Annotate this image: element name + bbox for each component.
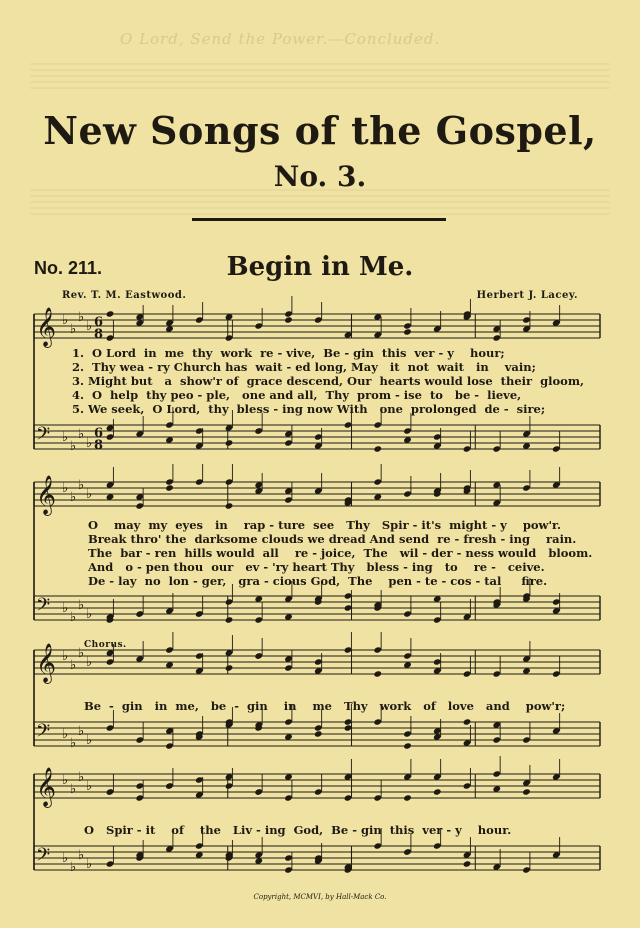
flat-sign: ♭ xyxy=(86,655,93,670)
verse-line: And o - pen thou our ev - 'ry heart Thy bless - ing to re - ceive. xyxy=(88,560,545,574)
flat-sign: ♭ xyxy=(78,427,85,442)
flat-sign: ♭ xyxy=(78,770,85,785)
flat-sign: ♭ xyxy=(86,436,93,451)
note-head xyxy=(403,328,412,335)
flat-sign: ♭ xyxy=(70,736,77,751)
note-head xyxy=(463,860,472,867)
note-head xyxy=(373,670,382,677)
flat-sign: ♭ xyxy=(86,733,93,748)
flat-sign: ♭ xyxy=(62,430,69,445)
book-title: New Songs of the Gospel, xyxy=(43,108,597,153)
time-sig: 8 xyxy=(94,438,104,453)
verse-line: 3. Might but a show'r of grace descend, Our hearts would lose their gloom, xyxy=(72,374,585,388)
note-head xyxy=(433,788,442,795)
verse-line: 5. We seek, O Lord, thy bless - ing now With one prolonged de - sire; xyxy=(72,402,546,416)
flat-sign: ♭ xyxy=(62,481,69,496)
flat-sign: ♭ xyxy=(70,782,77,797)
flat-sign: ♭ xyxy=(62,851,69,866)
verse-line: 1. O Lord in me thy work re - vive, Be - gin this ver - y hour; xyxy=(72,346,505,360)
note-head xyxy=(225,664,234,671)
flat-sign: ♭ xyxy=(78,310,85,325)
hymn-number: No. 211. xyxy=(34,258,103,278)
verse-line: 2. Thy wea - ry Church has wait - ed long, May it not wait in vain; xyxy=(72,360,536,374)
treble-clef: 𝄞 xyxy=(36,307,57,347)
note-head xyxy=(225,502,234,509)
bass-clef: 𝄢 xyxy=(36,721,51,746)
flat-sign: ♭ xyxy=(70,439,77,454)
flat-sign: ♭ xyxy=(62,649,69,664)
flat-sign: ♭ xyxy=(78,478,85,493)
flat-sign: ♭ xyxy=(78,598,85,613)
time-sig: 6 xyxy=(94,315,104,330)
note-head xyxy=(463,718,472,725)
note-head xyxy=(314,730,323,737)
treble-clef: 𝄞 xyxy=(36,643,57,683)
verse-line: 4. O help thy peo - ple, one and all, Thy prom - ise to be - lieve, xyxy=(72,388,522,402)
bass-clef: 𝄢 xyxy=(36,595,51,620)
treble-clef: 𝄞 xyxy=(36,767,57,807)
flat-sign: ♭ xyxy=(70,658,77,673)
note-head xyxy=(403,742,412,749)
verse-block-2 xyxy=(88,518,593,588)
treble-clef: 𝄞 xyxy=(36,475,57,515)
chorus-lyric-2: O Spir - it of the Liv - ing God, Be - gin this ver - y hour. xyxy=(84,823,512,837)
flat-sign: ♭ xyxy=(78,646,85,661)
note-head xyxy=(106,310,115,317)
note-head xyxy=(284,316,293,323)
flat-sign: ♭ xyxy=(86,319,93,334)
flat-sign: ♭ xyxy=(86,779,93,794)
copyright: Copyright, MCMVI, by Hall-Mack Co. xyxy=(253,893,387,901)
flat-sign: ♭ xyxy=(70,860,77,875)
verse-line: Break thro' the darksome clouds we dread And send re - fresh - ing rain. xyxy=(88,532,577,546)
flat-sign: ♭ xyxy=(62,313,69,328)
flat-sign: ♭ xyxy=(86,607,93,622)
hymn-title: Begin in Me. xyxy=(226,252,414,282)
flat-sign: ♭ xyxy=(86,857,93,872)
verse-block-1 xyxy=(72,346,585,416)
flat-sign: ♭ xyxy=(62,601,69,616)
time-sig: 8 xyxy=(94,327,104,342)
bass-clef: 𝄢 xyxy=(36,424,51,449)
note-head xyxy=(225,439,234,446)
flat-sign: ♭ xyxy=(70,322,77,337)
bleed-through-text: O Lord, Send the Power.—Concluded. xyxy=(120,30,441,48)
note-head xyxy=(165,484,174,491)
note-head xyxy=(344,724,353,731)
chorus-label: Chorus. xyxy=(84,640,127,650)
flat-sign: ♭ xyxy=(62,727,69,742)
note-head xyxy=(522,788,531,795)
chorus-lyric-1: Be - gin in me, be - gin in me Thy work of love and pow'r; xyxy=(84,699,566,713)
verse-line: De - lay no lon - ger, gra - cious God, The pen - te - cos - tal fire. xyxy=(88,574,548,588)
hymn-author: Rev. T. M. Eastwood. xyxy=(62,290,187,301)
note-head xyxy=(373,445,382,452)
flat-sign: ♭ xyxy=(70,490,77,505)
flat-sign: ♭ xyxy=(78,724,85,739)
flat-sign: ♭ xyxy=(78,848,85,863)
verse-line: O may my eyes in rap - ture see Thy Spir - it's might - y pow'r. xyxy=(88,518,561,532)
note-head xyxy=(403,794,412,801)
time-sig: 6 xyxy=(94,426,104,441)
note-head xyxy=(225,616,234,623)
flat-sign: ♭ xyxy=(86,487,93,502)
note-head xyxy=(344,794,353,801)
flat-sign: ♭ xyxy=(62,773,69,788)
book-number: No. 3. xyxy=(273,160,367,193)
verse-line: The bar - ren hills would all re - joice, The wil - der - ness would bloom. xyxy=(88,546,593,560)
hymn-composer: Herbert J. Lacey. xyxy=(476,290,578,301)
flat-sign: ♭ xyxy=(70,610,77,625)
bass-clef: 𝄢 xyxy=(36,845,51,870)
